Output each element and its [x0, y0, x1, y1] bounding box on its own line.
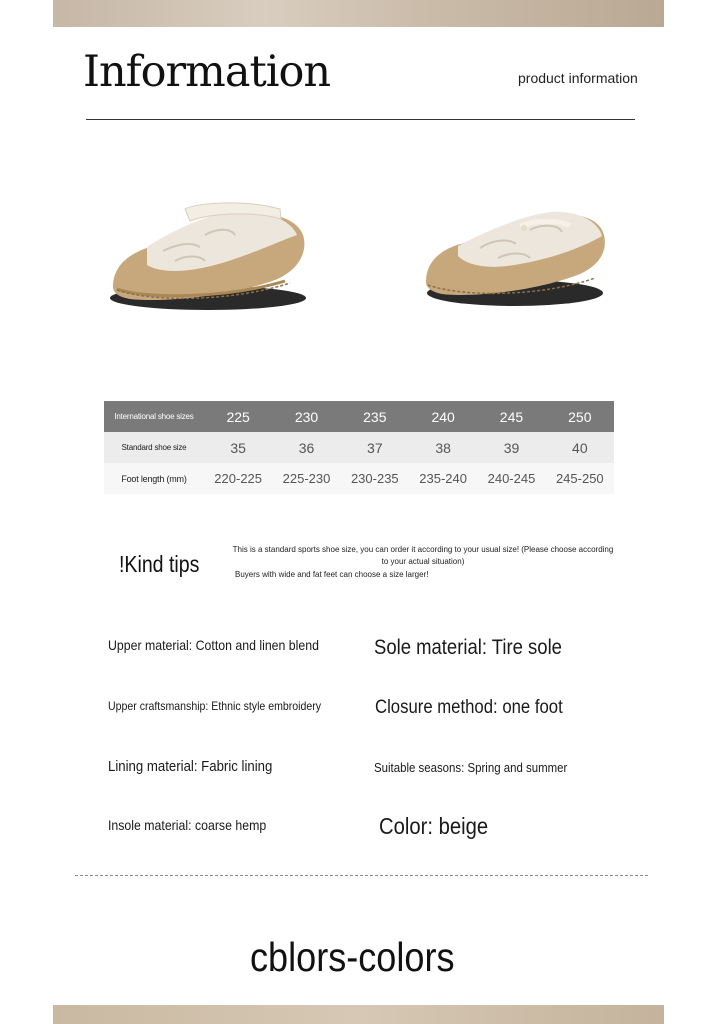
kind-tips-heading: !Kind tips: [119, 551, 200, 577]
table-row: [104, 432, 614, 463]
bottom-product-photo-strip: [53, 1005, 664, 1024]
sole-material-spec: Sole material: Tire sole: [374, 636, 562, 659]
shoe-mule-image: [105, 195, 310, 320]
table-cell: 37: [341, 432, 409, 463]
kind-tips-note: Buyers with wide and fat feet can choose a size larger!: [235, 570, 429, 579]
table-cell: 38: [409, 432, 477, 463]
table-cell: 225-230: [272, 463, 340, 494]
table-cell: 35: [204, 432, 272, 463]
table-cell: 220-225: [204, 463, 272, 494]
table-cell: 39: [477, 432, 545, 463]
shoe-loafer-image: [420, 190, 610, 315]
table-cell: 230: [272, 401, 340, 432]
page-subtitle: product information: [518, 70, 638, 86]
table-cell: 240-245: [477, 463, 545, 494]
table-cell: 245-250: [546, 463, 614, 494]
colors-heading: cblors-colors: [250, 934, 455, 980]
table-row: [104, 401, 614, 432]
insole-material-spec: Insole material: coarse hemp: [108, 817, 267, 833]
kind-tips-text: This is a standard sports shoe size, you can order it according to your usual size! (Please choose according to your actual situation): [232, 545, 614, 566]
row-label: Standard shoe size: [104, 432, 204, 463]
upper-craftsmanship-spec: Upper craftsmanship: Ethnic style embroidery: [108, 699, 322, 713]
section-divider: [75, 875, 648, 876]
table-cell: 240: [409, 401, 477, 432]
table-cell: 225: [204, 401, 272, 432]
upper-material-spec: Upper material: Cotton and linen blend: [108, 637, 319, 653]
suitable-seasons-spec: Suitable seasons: Spring and summer: [374, 760, 568, 775]
size-chart-table: [104, 401, 614, 494]
top-product-photo-strip: [53, 0, 664, 27]
table-cell: 235-240: [409, 463, 477, 494]
row-label: International shoe sizes: [104, 401, 204, 432]
header-divider: [86, 119, 635, 120]
lining-material-spec: Lining material: Fabric lining: [108, 758, 273, 775]
table-cell: 250: [546, 401, 614, 432]
table-cell: 245: [477, 401, 545, 432]
table-cell: 230-235: [341, 463, 409, 494]
closure-method-spec: Closure method: one foot: [375, 697, 563, 718]
page-title: Information: [83, 47, 331, 97]
table-cell: 36: [272, 432, 340, 463]
table-cell: 235: [341, 401, 409, 432]
table-cell: 40: [546, 432, 614, 463]
row-label: Foot length (mm): [104, 463, 204, 494]
color-spec: Color: beige: [379, 813, 489, 839]
table-row: [104, 463, 614, 494]
